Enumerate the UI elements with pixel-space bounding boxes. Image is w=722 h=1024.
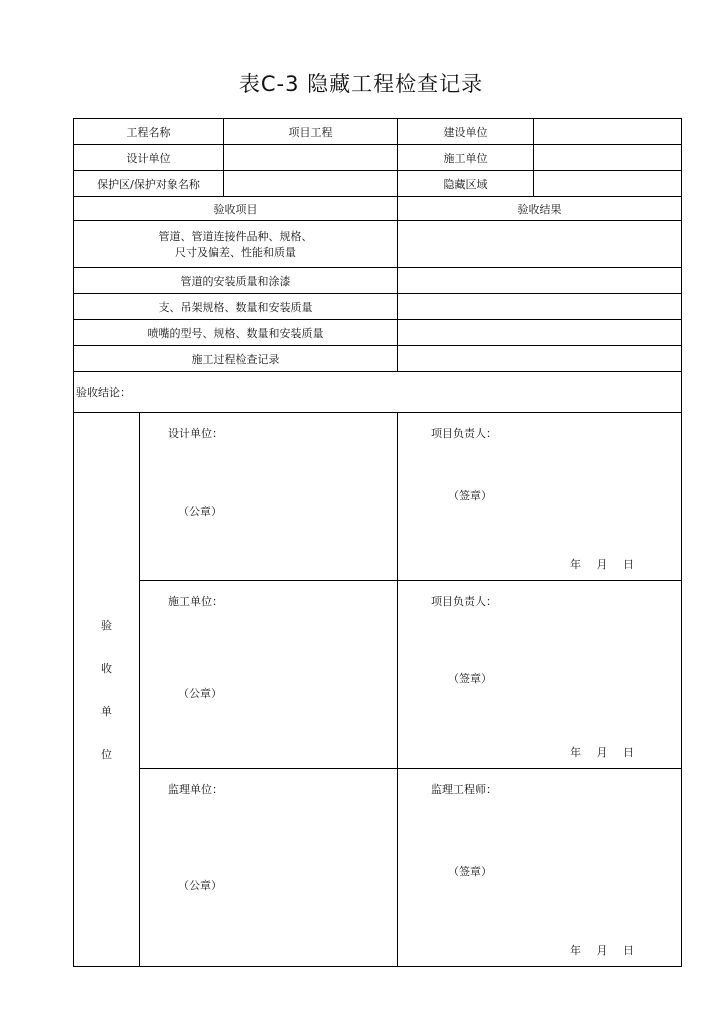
supervising-engineer-caption: 监理工程师： — [431, 783, 497, 796]
table-row — [74, 294, 682, 320]
acceptance-unit-char: 位 — [101, 748, 112, 761]
acceptance-unit-char: 验 — [101, 619, 112, 632]
inspection-result-header: 验收结果 — [398, 197, 682, 221]
table-row — [74, 346, 682, 372]
design-unit-label: 设计单位 — [74, 145, 224, 171]
project-name-label: 工程名称 — [74, 119, 224, 145]
supervision-unit-caption: 监理单位： — [168, 783, 223, 796]
inspection-result — [398, 221, 682, 268]
conclusion-label: 验收结论： — [74, 372, 682, 413]
inspection-result — [398, 346, 682, 372]
protected-object-label: 保护区/保护对象名称 — [74, 171, 224, 197]
acceptance-unit-char: 单 — [101, 705, 112, 718]
supervision-person-signature-cell — [398, 769, 682, 967]
design-unit-signature-cell — [140, 413, 398, 581]
date-text: 年 月 日 — [570, 746, 634, 759]
construction-person-signature-cell — [398, 581, 682, 769]
supervision-unit-signature-cell — [140, 769, 398, 967]
official-seal-text: （公章） — [178, 505, 222, 518]
date-text: 年 月 日 — [570, 944, 634, 957]
inspection-result — [398, 268, 682, 294]
page-title: 表C-3 隐藏工程检查记录 — [238, 72, 484, 96]
inspection-item: 支、吊架规格、数量和安装质量 — [74, 294, 398, 320]
table-row — [74, 581, 682, 769]
hidden-area-label: 隐藏区域 — [398, 171, 534, 197]
inspection-item-line: 管道、管道连接件品种、规格、 — [158, 230, 313, 243]
construction-unit-signature-cell — [140, 581, 398, 769]
table-row — [74, 171, 682, 197]
builder-label: 建设单位 — [398, 119, 534, 145]
inspection-item — [74, 221, 398, 268]
design-unit-caption: 设计单位： — [168, 427, 223, 440]
table-row — [74, 372, 682, 413]
official-seal-text: （公章） — [178, 687, 222, 700]
official-seal-text: （公章） — [178, 879, 222, 892]
table-row — [74, 119, 682, 145]
project-manager-caption: 项目负责人： — [431, 595, 497, 608]
inspection-result — [398, 294, 682, 320]
constructor-value — [534, 145, 682, 171]
acceptance-unit-char: 收 — [101, 662, 112, 675]
signature-seal-text: （签章） — [448, 672, 492, 685]
protected-object-value — [224, 171, 398, 197]
hidden-area-value — [534, 171, 682, 197]
project-name-value: 项目工程 — [224, 119, 398, 145]
inspection-record-table — [73, 118, 682, 967]
inspection-item: 喷嘴的型号、规格、数量和安装质量 — [74, 320, 398, 346]
table-row — [74, 268, 682, 294]
inspection-item-header: 验收项目 — [74, 197, 398, 221]
builder-value — [534, 119, 682, 145]
signature-seal-text: （签章） — [448, 865, 492, 878]
table-row — [74, 145, 682, 171]
inspection-item: 施工过程检查记录 — [74, 346, 398, 372]
acceptance-unit-label — [74, 413, 140, 967]
inspection-result — [398, 320, 682, 346]
table-row — [74, 197, 682, 221]
table-row — [74, 769, 682, 967]
table-row — [74, 221, 682, 268]
project-manager-caption: 项目负责人： — [431, 427, 497, 440]
design-person-signature-cell — [398, 413, 682, 581]
constructor-label: 施工单位 — [398, 145, 534, 171]
table-row — [74, 320, 682, 346]
table-row — [74, 413, 682, 581]
construction-unit-caption: 施工单位： — [168, 595, 223, 608]
date-text: 年 月 日 — [570, 558, 634, 571]
signature-seal-text: （签章） — [448, 489, 492, 502]
inspection-item: 管道的安装质量和涂漆 — [74, 268, 398, 294]
design-unit-value — [224, 145, 398, 171]
inspection-item-line: 尺寸及偏差、性能和质量 — [175, 246, 296, 259]
